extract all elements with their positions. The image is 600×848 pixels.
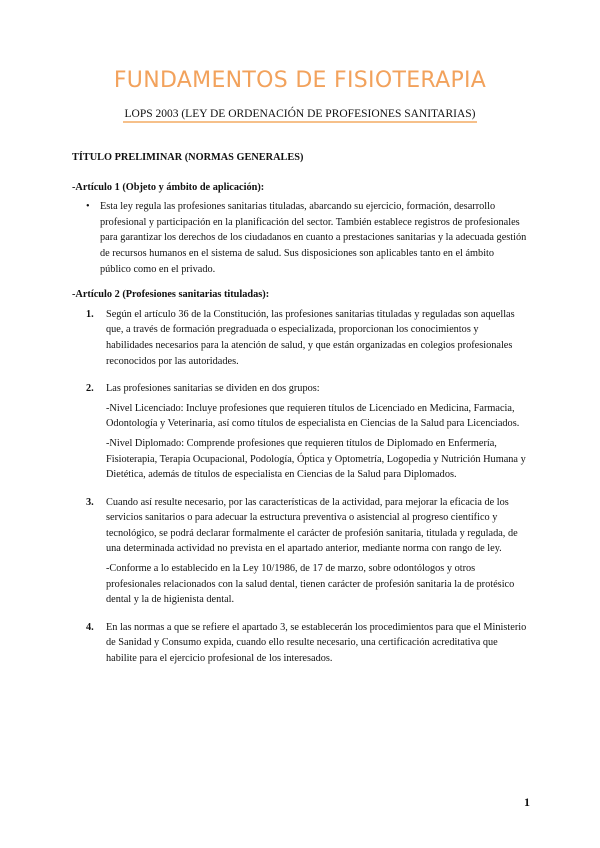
article-1-bullet-item <box>72 199 527 277</box>
list-item <box>72 307 527 373</box>
subtitle-text: LOPS 2003 (LEY DE ORDENACIÓN DE PROFESIONES SANITARIAS) <box>123 108 476 123</box>
list-item-body <box>106 307 527 373</box>
list-item <box>72 620 527 671</box>
paragraph: Las profesiones sanitarias se dividen en dos grupos: <box>106 383 320 395</box>
list-number: 1. <box>86 308 94 320</box>
list-item <box>72 495 527 612</box>
list-item-body <box>106 495 527 612</box>
document-title: FUNDAMENTOS DE FISIOTERAPIA <box>113 68 487 93</box>
article-1-heading: -Artículo 1 (Objeto y ámbito de aplicación): <box>72 181 265 193</box>
paragraph: -Nivel Diplomado: Comprende profesiones que requieren títulos de Diplomado en Enfermería, Fisioterapia, Terapia Ocupacional, Podología, Óptica y Optometría, Logopedia y Nutrición Humana y Dietética, además de títulos de especialista en Ciencias de la Salud para Diplomados. <box>106 437 526 481</box>
list-item-body <box>106 620 527 671</box>
list-item <box>72 381 527 487</box>
paragraph: Según el artículo 36 de la Constitución, las profesiones sanitarias tituladas y reguladas son aquellas que, a través de formación pregraduada o especializada, proporcionan los conocimientos y habilidades necesarios para la atención de salud, y que están organizadas en colegios profesionales reconocidos por las autoridades. <box>106 308 515 367</box>
document-body <box>72 150 527 679</box>
paragraph: En las normas a que se refiere el apartado 3, se establecerán los procedimientos para que el Ministerio de Sanidad y Consumo expida, cuando ello resulte necesario, una certificación acreditativa que habilite para el ejercicio profesional de los interesados. <box>106 621 527 665</box>
paragraph: -Conforme a lo establecido en la Ley 10/1986, de 17 de marzo, sobre odontólogos y otros profesionales relacionados con la salud dental, tienen carácter de profesión sanitaria la de protésico dental y la de higienista dental. <box>106 563 515 606</box>
section-heading: TÍTULO PRELIMINAR (NORMAS GENERALES) <box>72 152 304 163</box>
list-number: 3. <box>86 496 94 508</box>
list-number: 4. <box>86 621 94 633</box>
page-number: 1 <box>524 795 530 809</box>
paragraph: -Nivel Licenciado: Incluye profesiones que requieren títulos de Licenciado en Medicina, Farmacia, Odontología y Veterinaria, así como títulos de especialista en Ciencias de la Salud para Licenciados. <box>106 402 520 430</box>
bullet-marker: • <box>86 201 90 213</box>
list-number: 2. <box>86 383 94 395</box>
article-1-text: Esta ley regula las profesiones sanitarias tituladas, abarcando su ejercicio, formación, desarrollo profesional y participación en la planificación del sector. También establece registros de profesionales para garantizar los derechos de los ciudadanos en cuanto a prestaciones sanitarias y la adecuada gestión de recursos humanos en el sistema de salud. Sus disposiciones son aplicables tanto en el ámbito público como en el privado. <box>100 201 527 275</box>
article-2-heading: -Artículo 2 (Profesiones sanitarias tituladas): <box>72 289 270 301</box>
document-subtitle <box>0 108 600 120</box>
paragraph: Cuando así resulte necesario, por las características de la actividad, para mejorar la eficacia de los servicios sanitarios o para adecuar la estructura preventiva o asistencial al progreso científico y tecnológico, se podrá declarar formalmente el carácter de profesión sanitaria, titulada y regulada, de una determinada actividad no prevista en el apartado anterior, mediante norma con rango de ley. <box>106 496 518 555</box>
list-item-body <box>106 381 527 487</box>
